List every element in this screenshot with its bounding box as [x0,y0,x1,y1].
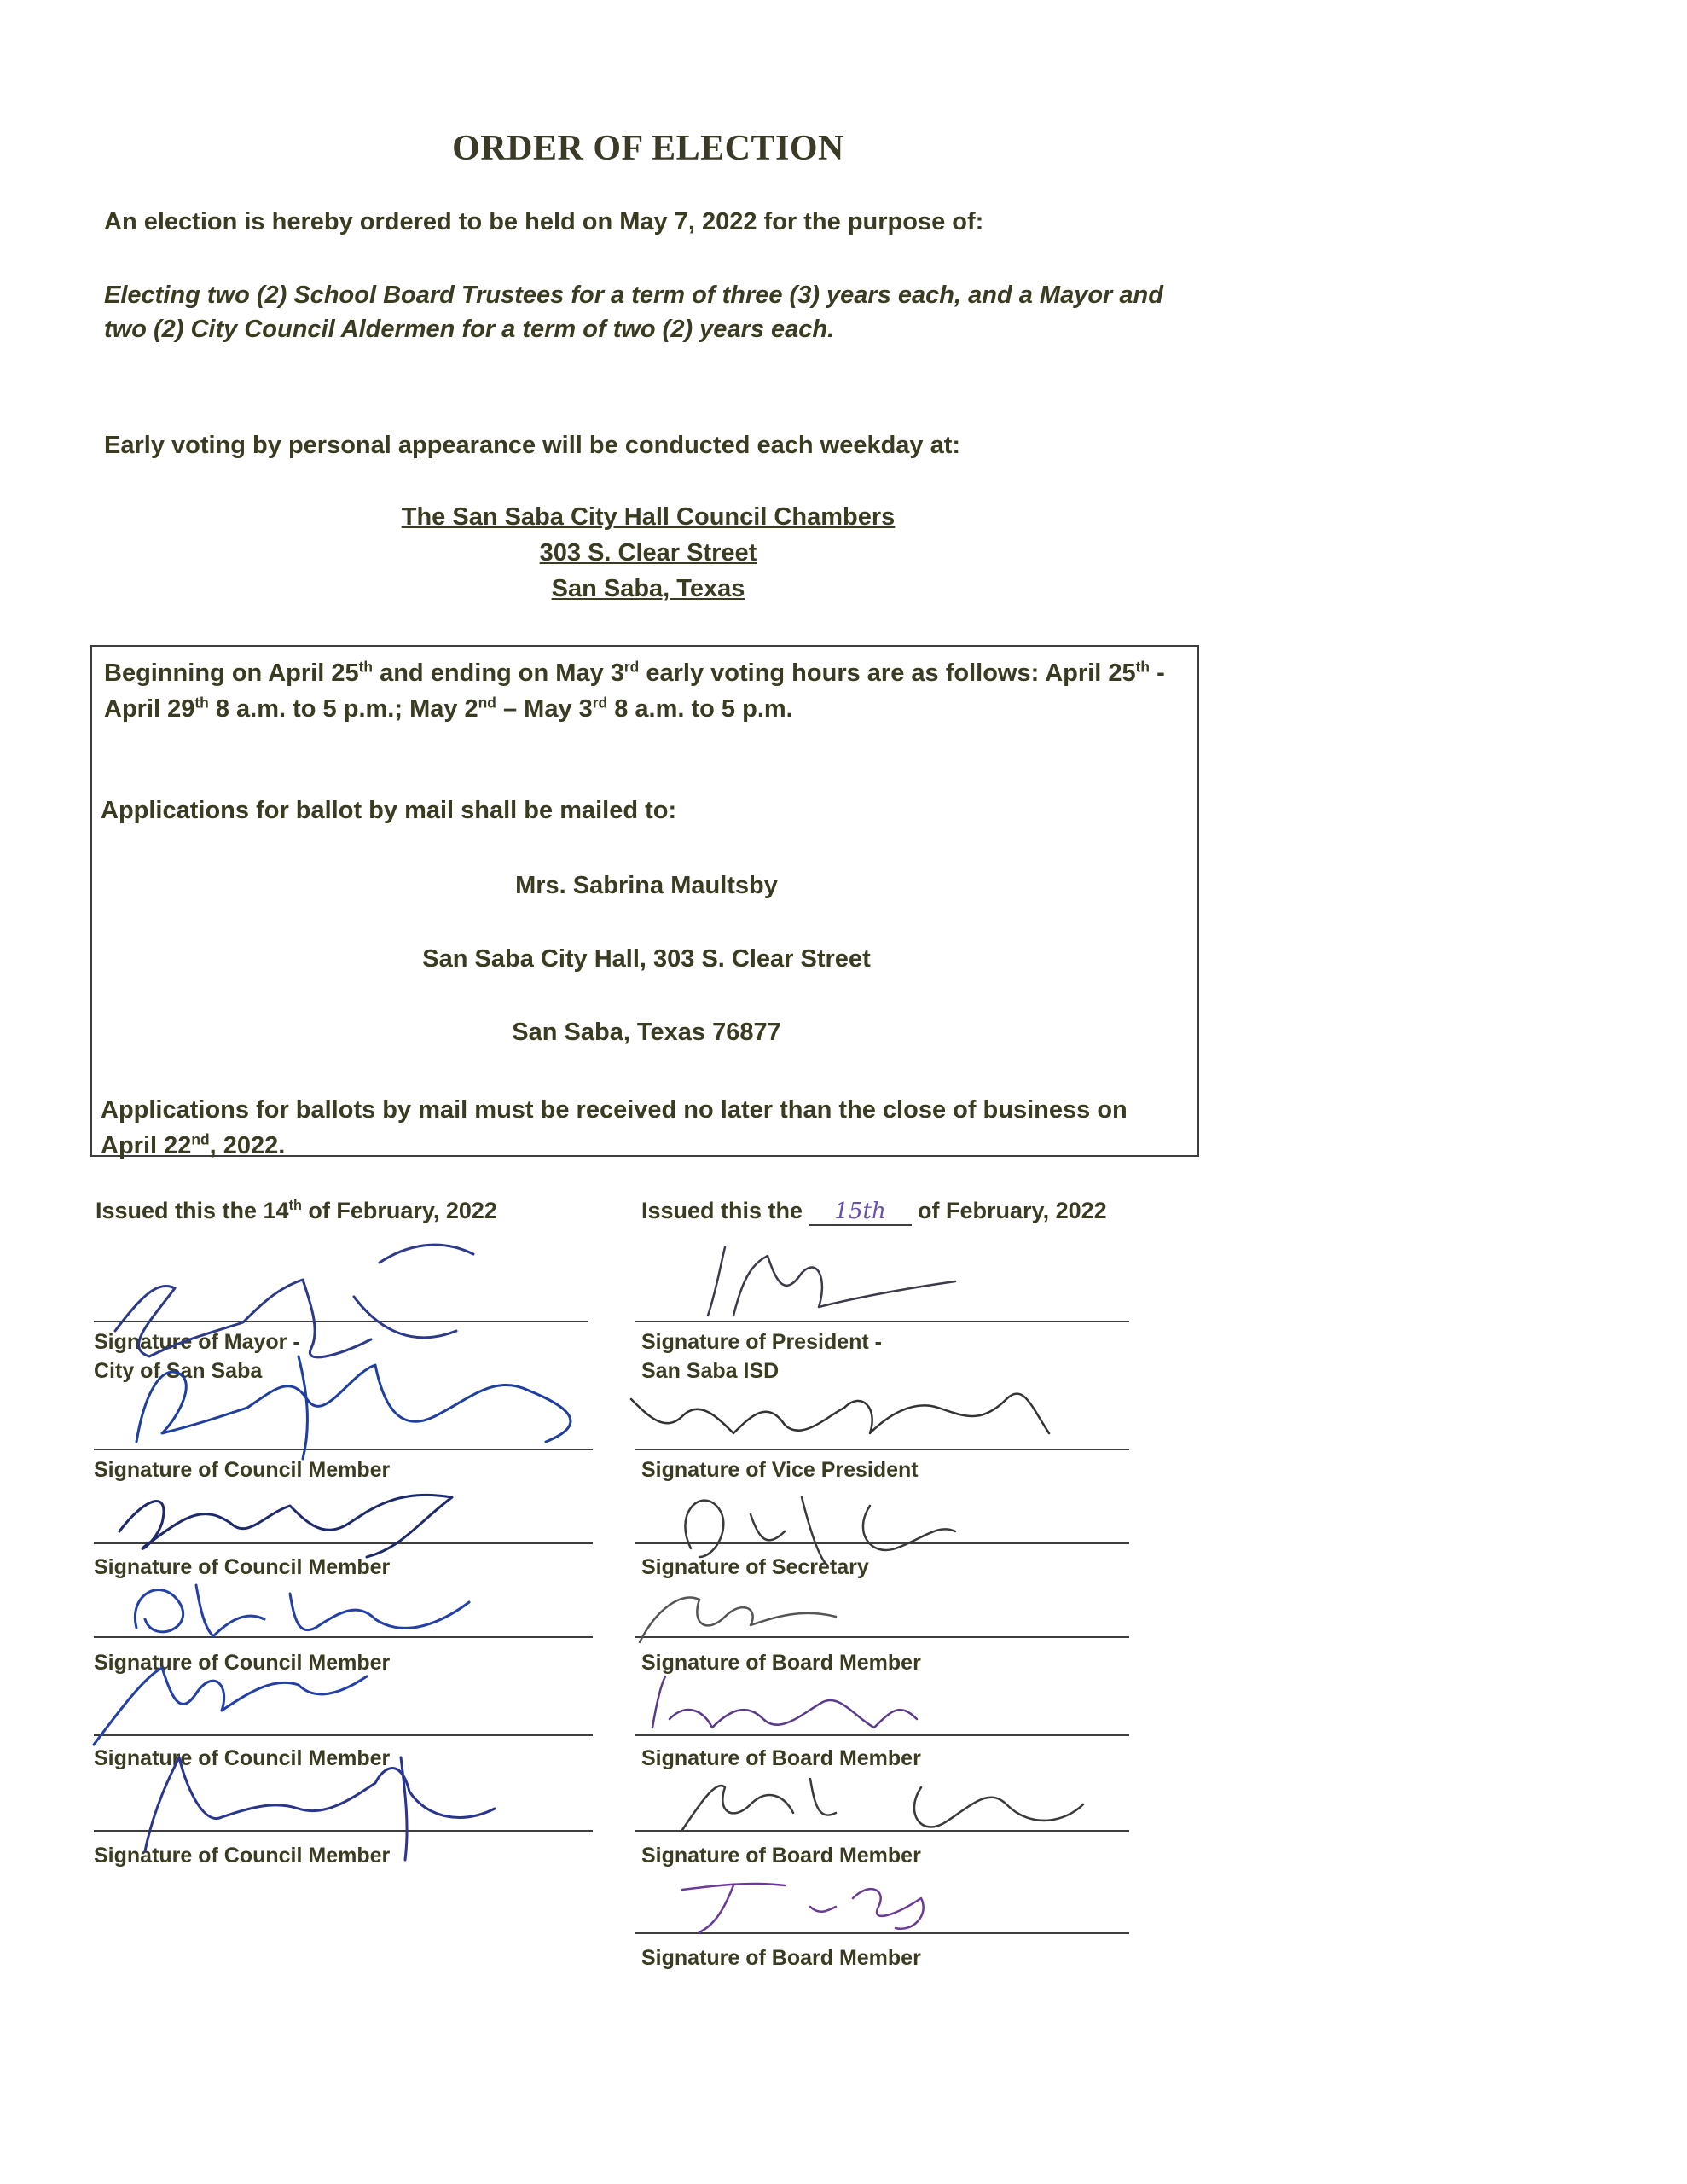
mail-recipient: Mrs. Sabrina Maultsby [515,872,778,899]
signature-council-2 [94,1472,486,1565]
intro-text: An election is hereby ordered to be held on May 7, 2022 for the purpose of: [104,208,984,235]
signature-board-2 [644,1668,925,1745]
mail-address-2: San Saba, Texas 76877 [512,1019,781,1046]
location-line-1: The San Saba City Hall Council Chambers [401,503,896,531]
location-line-2: 303 S. Clear Street [539,539,757,566]
signature-council-3 [119,1568,478,1653]
signature-label-secretary: Signature of Secretary [641,1555,869,1579]
signature-board-4 [665,1864,955,1941]
signature-council-4 [85,1659,392,1753]
location-line-3: San Saba, Texas [551,575,745,602]
handwritten-day: 15th [809,1199,912,1226]
signature-label-board-3: Signature of Board Member [641,1844,921,1867]
signature-board-3 [665,1753,1092,1847]
signature-label-mayor: Signature of Mayor - City of San Saba [94,1330,300,1383]
mail-intro: Applications for ballot by mail shall be mailed to: [101,797,677,824]
early-voting-intro: Early voting by personal appearance will be conducted each weekday at: [104,432,961,459]
signature-label-council-5: Signature of Council Member [94,1844,391,1867]
signature-secretary [665,1480,972,1574]
signature-label-council-2: Signature of Council Member [94,1555,391,1579]
signature-label-vice-president: Signature of Vice President [641,1458,919,1482]
signature-label-council-1: Signature of Council Member [94,1458,391,1482]
issued-date-isd: Issued this the 15th of February, 2022 [641,1198,1107,1224]
signature-label-council-4: Signature of Council Member [94,1746,391,1770]
signature-label-board-2: Signature of Board Member [641,1746,921,1770]
signature-council-5 [128,1740,520,1868]
signature-label-board-4: Signature of Board Member [641,1946,921,1970]
signature-label-council-3: Signature of Council Member [94,1651,391,1675]
mail-address-1: San Saba City Hall, 303 S. Clear Street [422,945,871,973]
document-title: ORDER OF ELECTION [452,129,844,168]
voting-info-box [90,645,1199,1157]
mail-deadline: Applications for ballots by mail must be received no later than the close of business on April 22nd, 2022. [101,1096,1128,1159]
signature-vice-president [623,1365,1066,1467]
signature-label-president: Signature of President - San Saba ISD [641,1330,882,1383]
signature-label-board-1: Signature of Board Member [641,1651,921,1675]
purpose-text: Electing two (2) School Board Trustees for a term of three (3) years each, and a Mayor and two (2) City Council Aldermen for a term of two (2) years each. [104,282,1163,343]
signature-president [682,1239,989,1333]
signature-board-1 [631,1574,853,1651]
early-voting-hours: Beginning on April 25th and ending on May 3rd early voting hours are as follows: April 25th - April 29th 8 a.m. to 5 p.m.; May 2nd – May 3rd 8 a.m. to 5 p.m. [104,658,1165,723]
issued-date-city: Issued this the 14th of February, 2022 [96,1198,497,1223]
signature-council-1 [128,1339,606,1467]
